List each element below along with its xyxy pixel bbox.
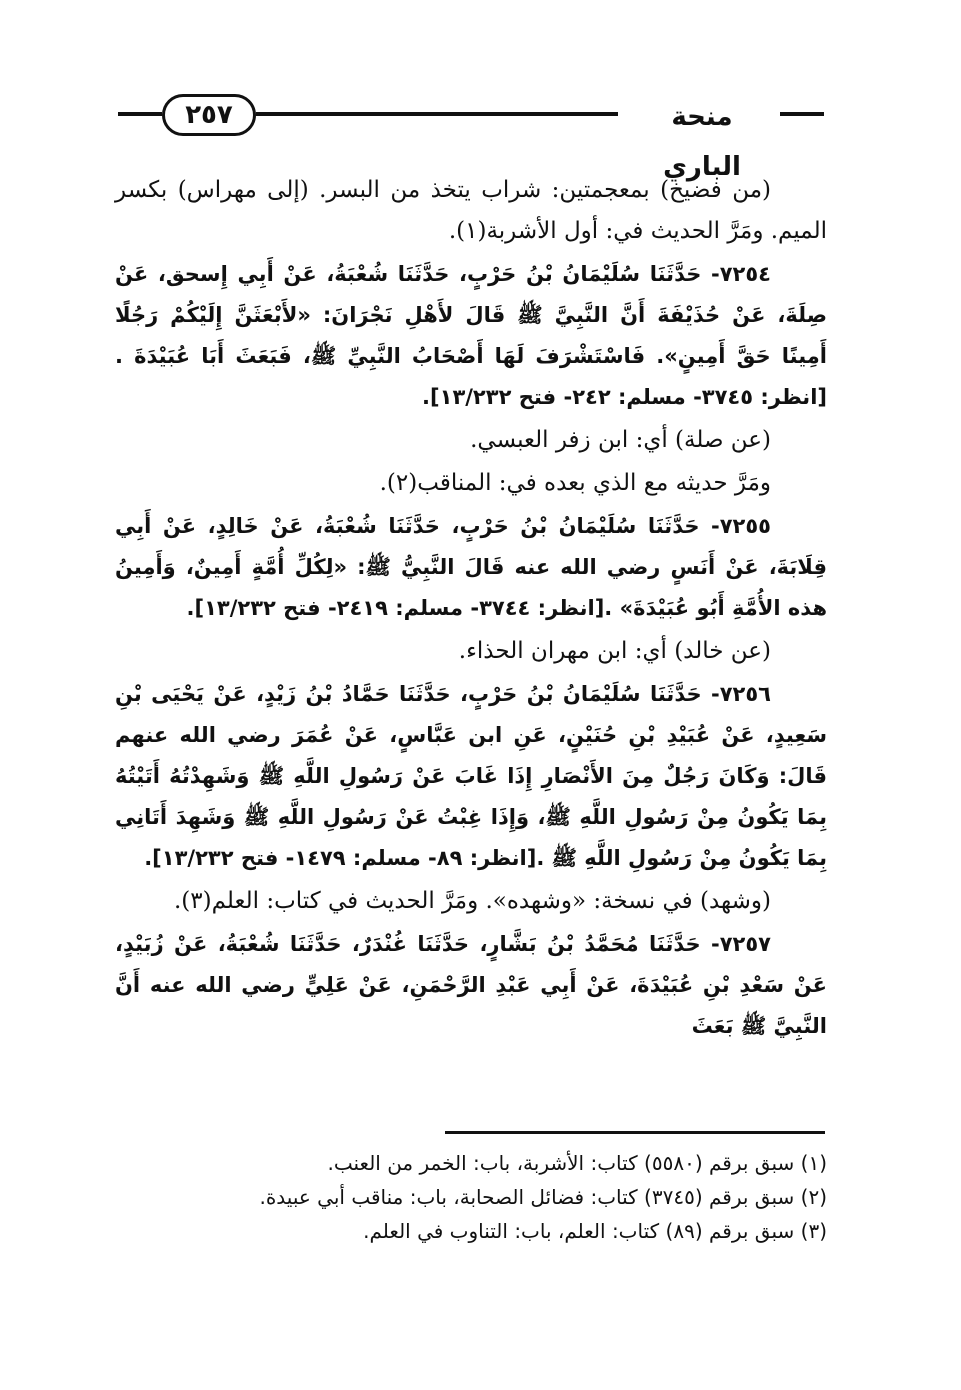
hadith-paragraph: ٧٢٥٧- حَدَّثَنَا مُحَمَّدُ بْنُ بَشَّارٍ، حَدَّثَنَا غُنْدَرٌ، حَدَّثَنَا شُعْبَةُ، عَنْ زُبَيْدٍ، عَنْ سَعْدِ بْنِ عُبَيْدَةَ، عَنْ أَبِي عَبْدِ الرَّحْمَنِ، عَنْ عَلِيٍّ رضي الله عنه أَنَّ النَّبِيَّ ﷺ بَعَثَ — [115, 932, 827, 1038]
footnote-item: (٣) سبق برقم (٨٩) كتاب: العلم، باب: التناوب في العلم. — [363, 1219, 827, 1243]
footnote-separator — [445, 1131, 825, 1134]
commentary-paragraph: (من فضيخ) بمعجمتين: شراب يتخذ من البسر. (إلى مهراس) بكسر الميم. ومَرَّ الحديث في: أول الأشربة(١). — [115, 177, 827, 244]
book-title: منحة الباري — [663, 102, 741, 182]
hadith-paragraph: ٧٢٥٦- حَدَّثَنَا سُلَيْمَانُ بْنُ حَرْبٍ، حَدَّثَنَا حَمَّادُ بْنُ زَيْدٍ، عَنْ يَحْيَى بْنِ سَعِيدٍ، عَنْ عُبَيْدِ بْنِ حُنَيْنٍ، عَنِ ابن عَبَّاسٍ، عَنْ عُمَرَ رضي الله عنهم قَالَ: وَكَانَ رَجُلٌ مِنَ الأَنْصَارِ إِذَا غَابَ عَنْ رَسُولِ اللَّهِ ﷺ وَشَهِدْتُهُ أَتَيْتُهُ بِمَا يَكُونُ مِنْ رَسُولِ اللَّهِ ﷺ، وَإِذَا غِبْتُ عَنْ رَسُولِ اللَّهِ ﷺ وَشَهِدَ أَتَانِي بِمَا يَكُونُ مِنْ رَسُولِ اللَّهِ ﷺ .[انظر: ٨٩- مسلم: ١٤٧٩- فتح ١٣/٢٣٢]. — [115, 682, 827, 870]
footnote-item: (٢) سبق برقم (٣٧٤٥) كتاب: فضائل الصحابة، باب: مناقب أبي عبيدة. — [259, 1185, 827, 1209]
commentary-paragraph: (عن صلة) أي: ابن زفر العبسي. — [470, 427, 771, 453]
header-rule-right — [780, 112, 824, 116]
commentary-paragraph: (وشهد) في نسخة: «وشهده». ومَرَّ الحديث في كتاب: العلم(٣). — [174, 888, 771, 914]
page-header — [118, 92, 824, 182]
header-rule-middle — [256, 112, 618, 116]
footnote-item: (١) سبق برقم (٥٥٨٠) كتاب: الأشربة، باب: الخمر من العنب. — [327, 1151, 827, 1175]
hadith-paragraph: ٧٢٥٤- حَدَّثَنَا سُلَيْمَانُ بْنُ حَرْبٍ، حَدَّثَنَا شُعْبَةُ، عَنْ أَبِي إِسحق، عَنْ صِلَةَ، عَنْ حُذَيْفَةَ أَنَّ النَّبِيَّ ﷺ قَالَ لأَهْلِ نَجْرَانَ: «لأَبْعَثَنَّ إِلَيْكُمْ رَجُلًا أَمِينًا حَقَّ أَمِينٍ». فَاسْتَشْرَفَ لَهَا أَصْحَابُ النَّبِيِّ ﷺ، فَبَعَثَ أَبَا عُبَيْدَةَ .[انظر: ٣٧٤٥- مسلم: ٢٤٢- فتح ١٣/٢٣٢]. — [115, 262, 827, 409]
commentary-paragraph: (عن خالد) أي: ابن مهران الحذاء. — [458, 638, 771, 664]
commentary-paragraph: ومَرَّ حديثه مع الذي بعده في: المناقب(٢). — [379, 470, 771, 496]
footnotes — [115, 1146, 827, 1248]
header-rule-left — [118, 112, 162, 116]
page-body — [115, 170, 827, 1049]
hadith-paragraph: ٧٢٥٥- حَدَّثَنَا سُلَيْمَانُ بْنُ حَرْبٍ، حَدَّثَنَا شُعْبَةُ، عَنْ خَالِدٍ، عَنْ أَبِي قِلَابَةَ، عَنْ أَنَسٍ رضي الله عنه قَالَ النَّبِيُّ ﷺ: «لِكُلِّ أُمَّةٍ أَمِينٌ، وَأَمِينُ هذه الأُمَّةِ أَبُو عُبَيْدَةَ» .[انظر: ٣٧٤٤- مسلم: ٢٤١٩- فتح ١٣/٢٣٢]. — [115, 514, 827, 620]
page-number: ٢٥٧ — [162, 94, 256, 136]
